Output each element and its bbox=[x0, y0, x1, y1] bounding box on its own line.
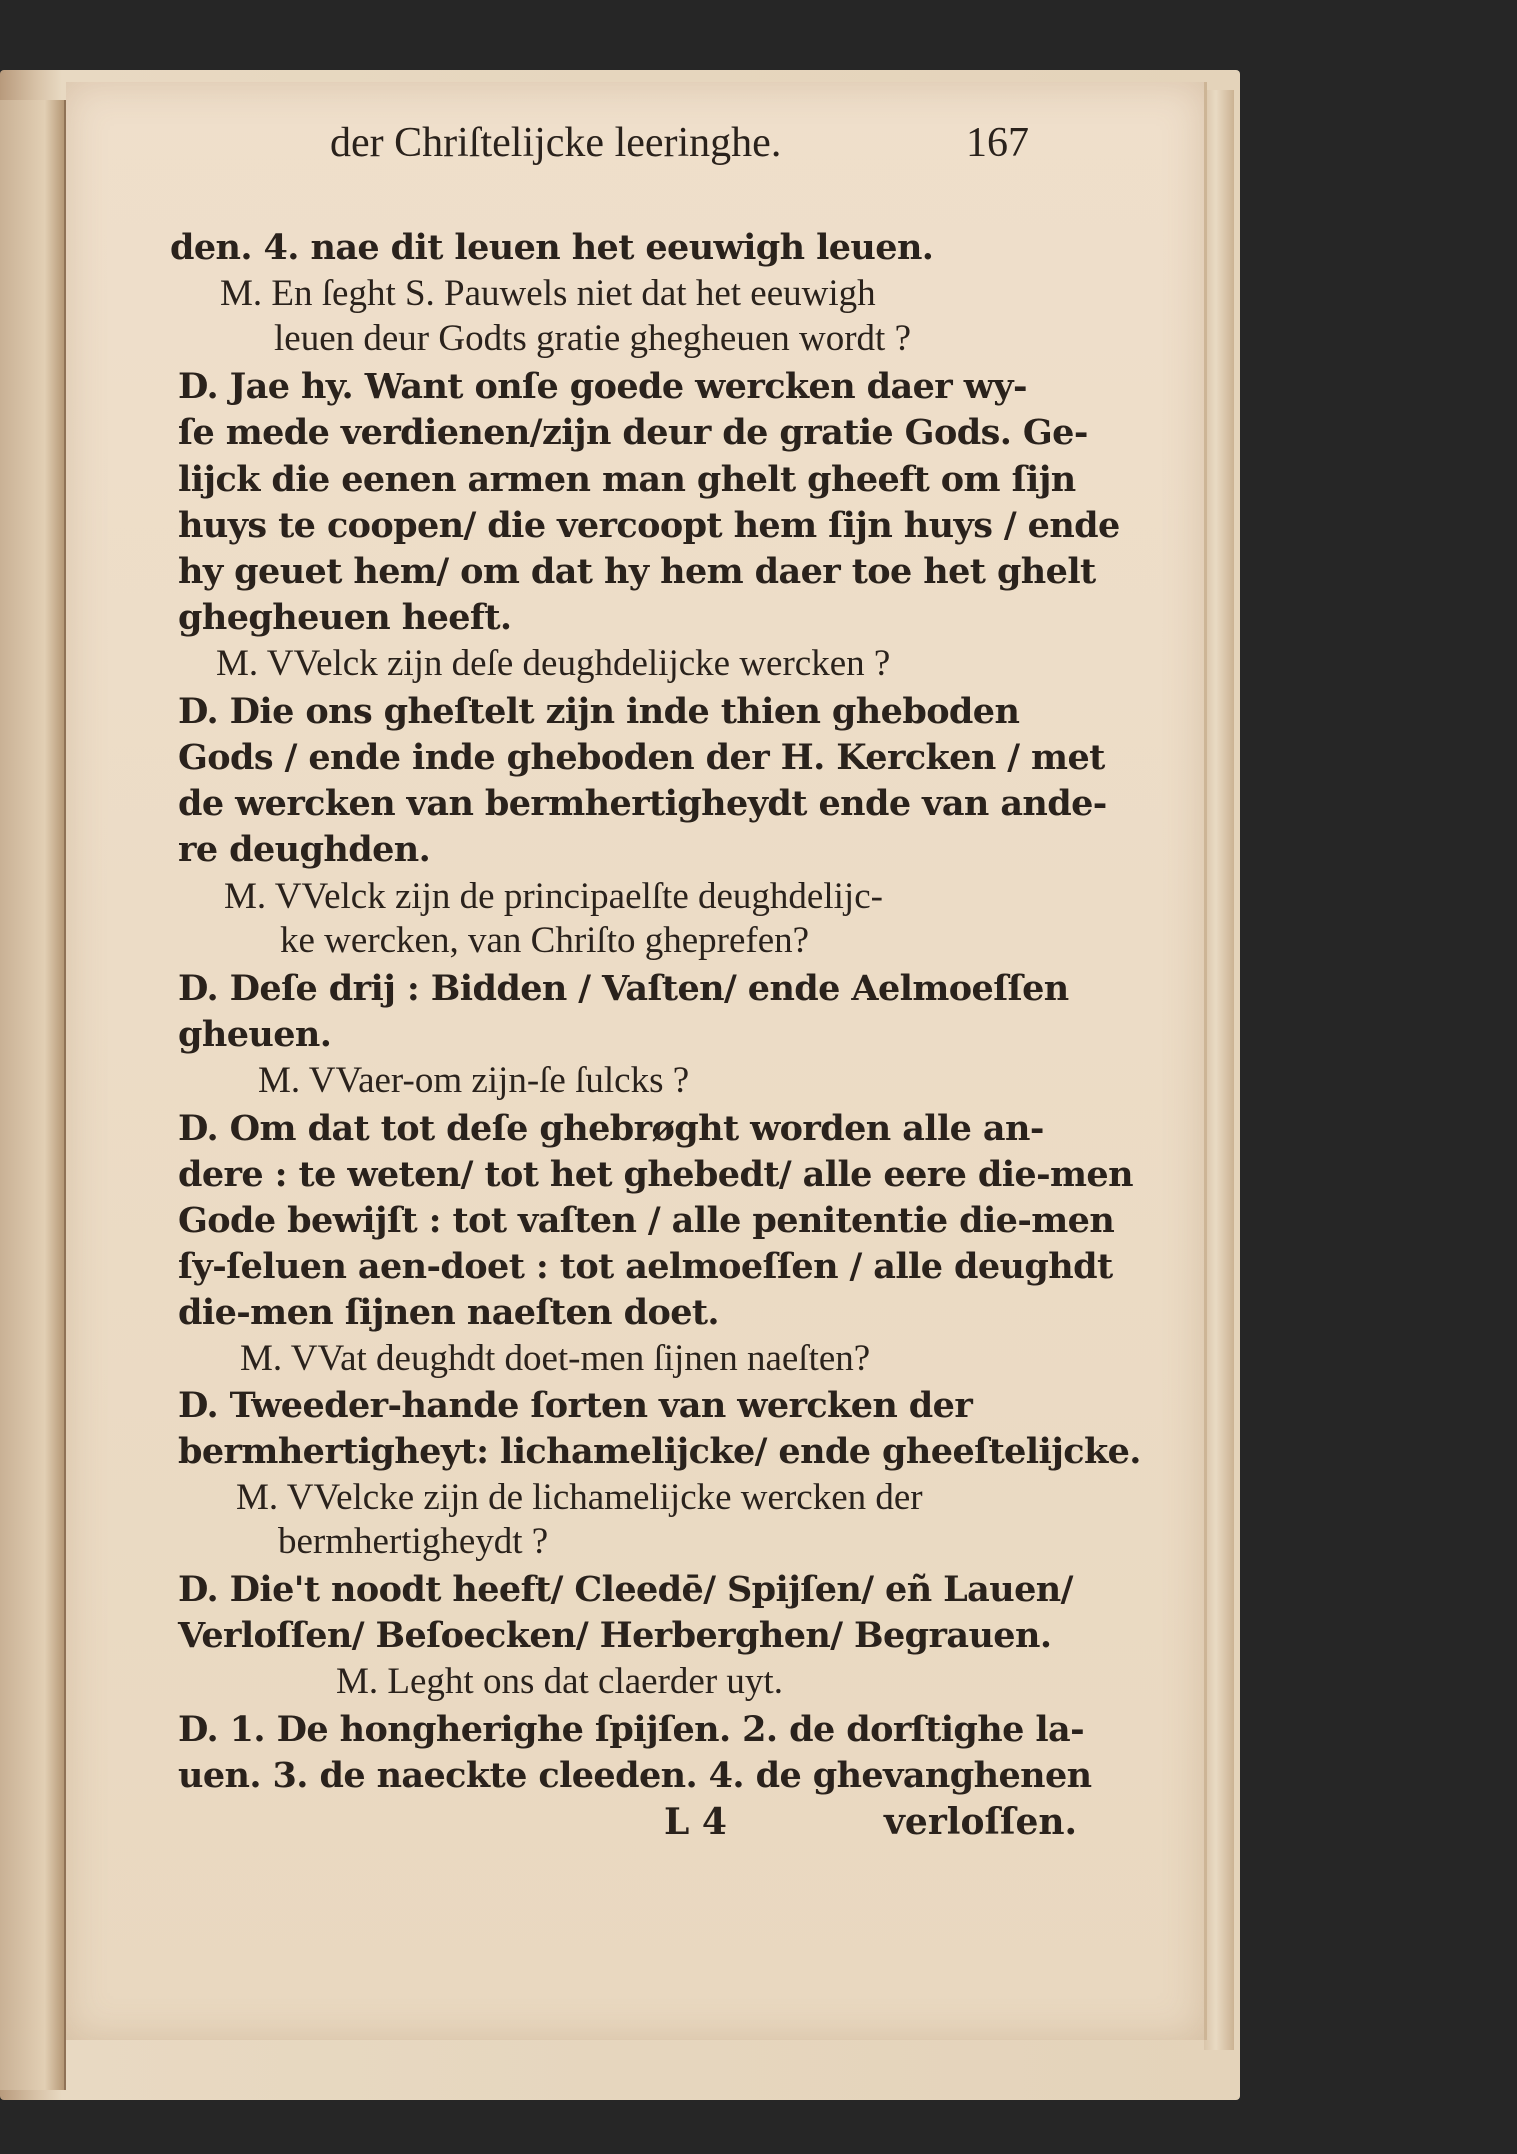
text-line: huys te coopen/ die vercoopt hem ſijn huys / ende bbox=[178, 505, 1120, 546]
facing-page-edge bbox=[0, 100, 66, 2090]
page-number: 167 bbox=[966, 120, 1029, 166]
text-line: gheuen. bbox=[178, 1014, 332, 1055]
text-line: ghegheuen heeft. bbox=[178, 597, 512, 638]
text-line: M. En ſeght S. Pauwels niet dat het eeuwigh bbox=[220, 273, 876, 314]
catchword: verloſſen. bbox=[884, 1801, 1078, 1843]
text-line: Gods / ende inde gheboden der H. Kercken / met bbox=[178, 737, 1105, 778]
page-stack-edge bbox=[1204, 90, 1234, 2050]
text-line: D. 1. De hongherighe ſpijſen. 2. de dorſtighe la- bbox=[178, 1709, 1085, 1750]
text-line: uen. 3. de naeckte cleeden. 4. de ghevanghenen bbox=[178, 1755, 1092, 1796]
text-line: leuen deur Godts gratie ghegheuen wordt ? bbox=[274, 318, 912, 359]
text-line: die-men ſijnen naeſten doet. bbox=[178, 1292, 720, 1333]
text-line: ſe mede verdienen/zijn deur de gratie Gods. Ge- bbox=[178, 412, 1088, 453]
running-title: der Chriſtelijcke leeringhe. bbox=[330, 120, 782, 166]
signature-mark: L 4 bbox=[664, 1801, 727, 1843]
text-line: D. Tweeder-hande ſorten van wercken der bbox=[178, 1385, 973, 1426]
text-line: Gode bewijſt : tot vaſten / alle penitentie die-men bbox=[178, 1200, 1115, 1241]
text-line: M. VVelck zijn de principaelſte deughdelijc- bbox=[224, 876, 883, 917]
text-line: ke wercken, van Chriſto gheprefen? bbox=[280, 920, 810, 961]
text-line: D. Die't noodt heeft/ Cleedē/ Spijſen/ eñ Lauen/ bbox=[178, 1569, 1073, 1610]
text-line: M. VVat deughdt doet-men ſijnen naeſten? bbox=[240, 1338, 871, 1379]
text-line: D. Die ons gheſtelt zijn inde thien gheboden bbox=[178, 691, 1020, 732]
text-line: ſy-ſeluen aen-doet : tot aelmoeſſen / alle deughdt bbox=[178, 1246, 1113, 1287]
text-line: lijck die eenen armen man ghelt gheeft om ſijn bbox=[178, 459, 1076, 500]
text-line: bermhertigheydt ? bbox=[278, 1521, 549, 1562]
text-line: hy geuet hem/ om dat hy hem daer toe het ghelt bbox=[178, 551, 1096, 592]
text-line: den. 4. nae dit leuen het eeuwigh leuen. bbox=[170, 227, 934, 268]
text-line: M. VVaer-om zijn-ſe ſulcks ? bbox=[258, 1060, 690, 1101]
text-line: D. Om dat tot deſe ghebrøght worden alle an- bbox=[178, 1108, 1044, 1149]
text-line: de wercken van bermhertigheydt ende van ande- bbox=[178, 783, 1107, 824]
text-line: M. VVelcke zijn de lichamelijcke wercken der bbox=[236, 1477, 923, 1518]
text-line: M. VVelck zijn deſe deughdelijcke wercken ? bbox=[216, 643, 891, 684]
text-line: M. Leght ons dat claerder uyt. bbox=[336, 1661, 783, 1702]
text-line: D. Jae hy. Want onſe goede wercken daer wy- bbox=[178, 366, 1027, 407]
text-line: bermhertigheyt: lichamelijcke/ ende gheeſtelijcke. bbox=[178, 1431, 1141, 1472]
book-page bbox=[66, 82, 1207, 2040]
text-line: dere : te weten/ tot het ghebedt/ alle eere die-men bbox=[178, 1154, 1133, 1195]
text-line: D. Deſe drij : Bidden / Vaſten/ ende Aelmoeſſen bbox=[178, 968, 1069, 1009]
text-line: re deughden. bbox=[178, 829, 431, 870]
text-line: Verloſſen/ Beſoecken/ Herberghen/ Begrauen. bbox=[178, 1615, 1052, 1656]
